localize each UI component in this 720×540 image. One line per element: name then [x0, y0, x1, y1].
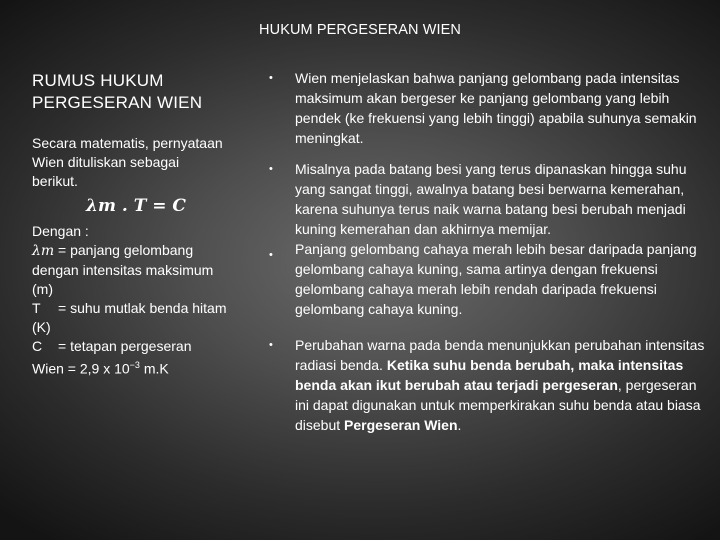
- bullet-text-4: [295, 337, 704, 433]
- wien-formula: λm . T = C: [86, 196, 186, 216]
- bullet-marker: •: [269, 163, 273, 175]
- formula-heading: [32, 70, 254, 114]
- bullet-text-4-bold2: Pergeseran Wien: [344, 417, 458, 433]
- t-definition: [32, 299, 254, 318]
- formula-heading-line1: RUMUS HUKUM: [32, 71, 164, 90]
- lambda-definition: [32, 241, 254, 261]
- t-symbol: T: [32, 300, 41, 316]
- formula-panel: [32, 70, 254, 379]
- formula-body: [32, 134, 254, 379]
- bullet-marker: •: [269, 249, 273, 261]
- lambda-unit: (m): [32, 281, 53, 297]
- bullet-text-4-part3: .: [457, 417, 462, 433]
- bullet-item: [264, 239, 710, 319]
- intro-line-3: berikut.: [32, 173, 78, 189]
- explanation-panel: [264, 66, 710, 435]
- intro-line-2: Wien dituliskan sebagai: [32, 154, 180, 170]
- lambda-definition-cont: dengan intensitas maksimum: [32, 262, 214, 278]
- bullet-item: [264, 159, 710, 239]
- bullet-marker: •: [269, 339, 273, 351]
- c-definition: [32, 337, 254, 356]
- bullet-item: [264, 335, 710, 435]
- wien-constant-unit: m.K: [139, 360, 169, 377]
- t-unit: (K): [32, 319, 51, 335]
- bullet-text-4-bold1: Ketika suhu benda berubah, maka intensitas benda akan ikut berubah atau terjadi pergeseran: [295, 357, 684, 393]
- bullet-text-3: Panjang gelombang cahaya merah lebih besar daripada panjang gelombang cahaya kuning, sama artinya dengan frekuensi gelombang cahaya merah lebih rendah daripada frekuensi gelombang cahaya kuning.: [295, 241, 697, 317]
- dengan-label: Dengan :: [32, 223, 89, 239]
- intro-line-1: Secara matematis, pernyataan: [32, 135, 223, 151]
- bullet-text-2: Misalnya pada batang besi yang terus dipanaskan hingga suhu yang sangat tinggi, awalnya batang besi berwarna kemerahan, karena suhunya terus naik warna batang besi berubah menjadi kuning kemerahan dan akhirnya memijar.: [295, 161, 687, 237]
- bullet-text-4-part1: Perubahan warna pada benda menunjukkan perubahan intensitas radiasi benda.: [295, 337, 705, 373]
- t-definition-text: = suhu mutlak benda hitam: [58, 300, 227, 316]
- bullet-marker: •: [269, 72, 273, 84]
- bullet-text-4-part2: , pergeseran ini dapat digunakan untuk memperkirakan suhu benda atau biasa disebut: [295, 377, 701, 433]
- wien-constant: [32, 356, 254, 379]
- c-symbol: C: [32, 338, 43, 354]
- lambda-definition-text: = panjang gelombang: [54, 242, 194, 258]
- slide-title: HUKUM PERGESERAN WIEN: [259, 22, 461, 38]
- bullet-item: [264, 68, 710, 148]
- wien-constant-prefix: Wien = 2,9 x 10: [32, 360, 130, 377]
- c-definition-text: = tetapan pergeseran: [58, 338, 192, 354]
- lambda-symbol: λm: [32, 243, 55, 259]
- wien-constant-exponent: −3: [129, 360, 140, 370]
- formula-heading-line2: PERGESERAN WIEN: [32, 93, 203, 112]
- bullet-text-1: Wien menjelaskan bahwa panjang gelombang pada intensitas maksimum akan bergeser ke panjang gelombang yang lebih pendek (ke frekuensi yang lebih tinggi) apabila suhunya semakin meningkat.: [295, 70, 697, 146]
